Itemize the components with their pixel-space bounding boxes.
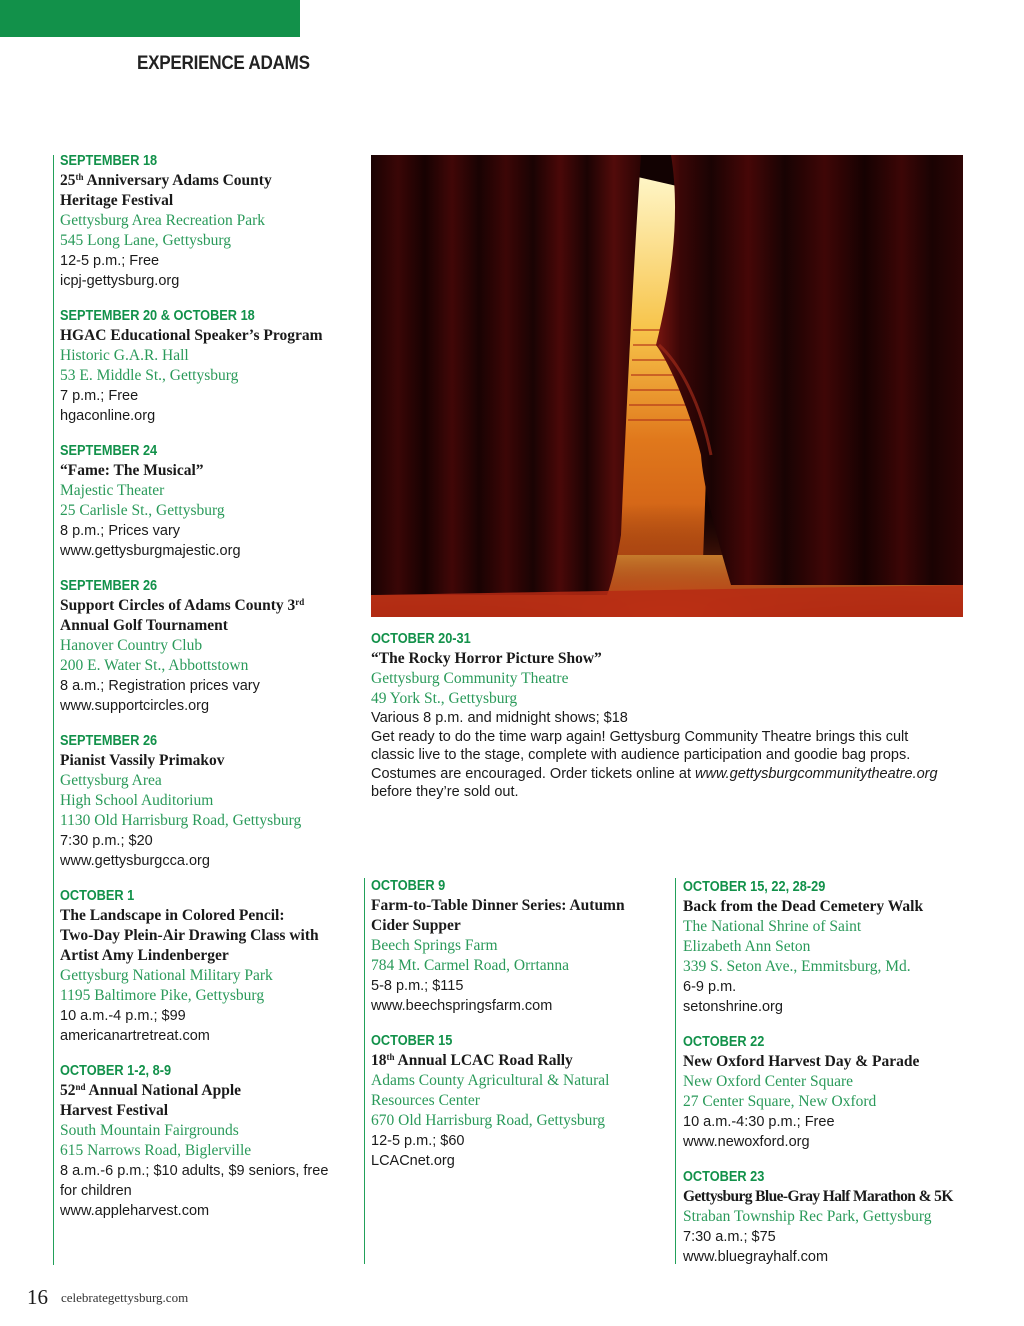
event-listing <box>60 886 360 1046</box>
event-address: 1195 Baltimore Pike, Gettysburg <box>60 987 265 1004</box>
event-name-line: Artist Amy Lindenberger <box>60 947 229 964</box>
event-time-price: 5-8 p.m.; $115 <box>371 978 464 994</box>
event-date: SEPTEMBER 18 <box>60 153 158 169</box>
event-address: 1130 Old Harrisburg Road, Gettysburg <box>60 812 302 829</box>
event-listing <box>60 731 360 871</box>
event-date: OCTOBER 1 <box>60 888 135 904</box>
event-time-price: 8 a.m.-6 p.m.; $10 adults, $9 seniors, free <box>60 1163 329 1179</box>
event-name: The Landscape in Colored Pencil: <box>60 907 285 924</box>
event-website[interactable]: setonshrine.org <box>683 999 783 1015</box>
event-date: SEPTEMBER 24 <box>60 443 158 459</box>
event-date: SEPTEMBER 26 <box>60 733 158 749</box>
event-name: 52nd Annual National Apple <box>60 1082 241 1099</box>
event-venue: New Oxford Center Square <box>683 1073 854 1090</box>
event-listing <box>60 306 360 426</box>
event-date: OCTOBER 15, 22, 28-29 <box>683 879 826 895</box>
event-venue: Gettysburg Area Recreation Park <box>60 212 266 229</box>
event-name: Back from the Dead Cemetery Walk <box>683 898 924 915</box>
event-time-price: 12-5 p.m.; $60 <box>371 1133 465 1149</box>
event-website[interactable]: www.gettysburgcca.org <box>60 853 210 869</box>
event-listing <box>60 151 360 291</box>
event-venue: Gettysburg Area <box>60 772 162 789</box>
event-name: Pianist Vassily Primakov <box>60 752 225 769</box>
event-venue-line: Resources Center <box>371 1092 480 1109</box>
event-name: 18th Annual LCAC Road Rally <box>371 1052 573 1069</box>
footer-website[interactable]: celebrategettysburg.com <box>61 1290 189 1305</box>
event-website[interactable]: americanartretreat.com <box>60 1028 210 1044</box>
event-date: OCTOBER 15 <box>371 1033 453 1049</box>
event-date: SEPTEMBER 20 & OCTOBER 18 <box>60 308 255 324</box>
event-description-line: Get ready to do the time warp again! Gettysburg Community Theatre brings this cult <box>371 728 909 745</box>
event-description-line: Costumes are encouraged. Order tickets online at www.gettysburgcommunitytheatre.org <box>371 765 938 782</box>
event-time-price: 7:30 p.m.; $20 <box>60 833 153 849</box>
middle-column-rule <box>364 878 365 1264</box>
event-website[interactable]: www.gettysburgmajestic.org <box>60 543 241 559</box>
event-venue: Gettysburg National Military Park <box>60 967 273 984</box>
event-listing <box>60 1061 360 1221</box>
event-description-line: before they’re sold out. <box>371 784 519 800</box>
event-time-price: 7 p.m.; Free <box>60 388 139 404</box>
event-listing <box>371 876 671 1016</box>
event-time-price: 10 a.m.-4:30 p.m.; Free <box>683 1114 835 1130</box>
theater-curtain-photo <box>371 155 963 617</box>
event-listing <box>371 1031 671 1171</box>
section-title: EXPERIENCE ADAMS <box>137 53 310 74</box>
event-name: 25th Anniversary Adams County <box>60 172 272 189</box>
event-venue: Hanover Country Club <box>60 637 203 654</box>
event-venue: Historic G.A.R. Hall <box>60 347 189 364</box>
event-date: SEPTEMBER 26 <box>60 578 158 594</box>
event-listing <box>60 441 360 561</box>
event-time-price: 7:30 a.m.; $75 <box>683 1229 776 1245</box>
event-name: Gettysburg Blue-Gray Half Marathon & 5K <box>683 1188 953 1205</box>
middle-column <box>371 876 671 1186</box>
event-listing <box>683 1032 983 1152</box>
event-time-price: 8 p.m.; Prices vary <box>60 523 181 539</box>
event-name-line: Harvest Festival <box>60 1102 169 1119</box>
event-venue: Beech Springs Farm <box>371 937 498 954</box>
event-website[interactable]: www.beechspringsfarm.com <box>371 998 553 1014</box>
event-name: “The Rocky Horror Picture Show” <box>371 650 602 667</box>
event-address: 615 Narrows Road, Biglerville <box>60 1142 252 1159</box>
event-venue: Majestic Theater <box>60 482 165 499</box>
event-listing <box>60 576 360 716</box>
event-venue: Adams County Agricultural & Natural <box>371 1072 610 1089</box>
event-name-line: Cider Supper <box>371 917 461 934</box>
event-address: 545 Long Lane, Gettysburg <box>60 232 232 249</box>
event-time-price: 10 a.m.-4 p.m.; $99 <box>60 1008 186 1024</box>
right-column <box>683 877 983 1282</box>
event-address: 784 Mt. Carmel Road, Orrtanna <box>371 957 570 974</box>
event-time-price: 8 a.m.; Registration prices vary <box>60 678 260 694</box>
event-date: OCTOBER 23 <box>683 1169 765 1185</box>
event-address: 53 E. Middle St., Gettysburg <box>60 367 239 384</box>
left-column <box>60 151 360 1236</box>
event-address: 25 Carlisle St., Gettysburg <box>60 502 225 519</box>
event-name: Support Circles of Adams County 3rd <box>60 597 305 614</box>
event-website[interactable]: LCACnet.org <box>371 1153 455 1169</box>
event-venue-line: High School Auditorium <box>60 792 214 809</box>
event-name-line: Two-Day Plein-Air Drawing Class with <box>60 927 319 944</box>
event-address: 27 Center Square, New Oxford <box>683 1093 877 1110</box>
event-venue: South Mountain Fairgrounds <box>60 1122 239 1139</box>
event-name: New Oxford Harvest Day & Parade <box>683 1053 920 1070</box>
event-address: 49 York St., Gettysburg <box>371 690 518 707</box>
event-description-line: classic live to the stage, complete with audience participation and goodie bag props. <box>371 747 911 763</box>
event-venue-line: Elizabeth Ann Seton <box>683 938 811 955</box>
event-address: 339 S. Seton Ave., Emmitsburg, Md. <box>683 958 911 975</box>
event-time-price: 12-5 p.m.; Free <box>60 253 160 269</box>
event-name-line: Annual Golf Tournament <box>60 617 228 634</box>
event-website[interactable]: www.appleharvest.com <box>60 1203 210 1219</box>
event-website[interactable]: www.bluegrayhalf.com <box>683 1249 829 1265</box>
event-website[interactable]: icpj-gettysburg.org <box>60 273 180 289</box>
event-name: “Fame: The Musical” <box>60 462 204 479</box>
event-website[interactable]: www.supportcircles.org <box>60 698 210 714</box>
page-number: 16 <box>27 1285 48 1309</box>
event-venue: The National Shrine of Saint <box>683 918 862 935</box>
event-time-price: Various 8 p.m. and midnight shows; $18 <box>371 710 628 726</box>
event-address: 670 Old Harrisburg Road, Gettysburg <box>371 1112 606 1129</box>
event-name: Farm-to-Table Dinner Series: Autumn <box>371 897 625 914</box>
feature-event <box>371 629 971 817</box>
event-date: OCTOBER 22 <box>683 1034 765 1050</box>
event-address: 200 E. Water St., Abbottstown <box>60 657 249 674</box>
event-listing <box>683 1167 983 1267</box>
event-time-price-line: for children <box>60 1183 132 1199</box>
event-website-link[interactable]: www.gettysburgcommunitytheatre.org <box>695 765 938 782</box>
event-date: OCTOBER 9 <box>371 878 446 894</box>
event-listing <box>371 629 971 802</box>
event-website[interactable]: hgaconline.org <box>60 408 156 424</box>
event-date: OCTOBER 1-2, 8-9 <box>60 1063 172 1079</box>
event-name-line: Heritage Festival <box>60 192 174 209</box>
event-listing <box>683 877 983 1017</box>
right-column-rule <box>675 878 676 1264</box>
event-venue: Gettysburg Community Theatre <box>371 670 569 687</box>
event-website[interactable]: www.newoxford.org <box>683 1134 810 1150</box>
event-date: OCTOBER 20-31 <box>371 631 471 647</box>
event-name: HGAC Educational Speaker’s Program <box>60 327 323 344</box>
event-time-price: 6-9 p.m. <box>683 979 737 995</box>
left-column-rule <box>53 155 54 1265</box>
header-green-bar <box>0 0 300 37</box>
event-venue: Straban Township Rec Park, Gettysburg <box>683 1208 932 1225</box>
